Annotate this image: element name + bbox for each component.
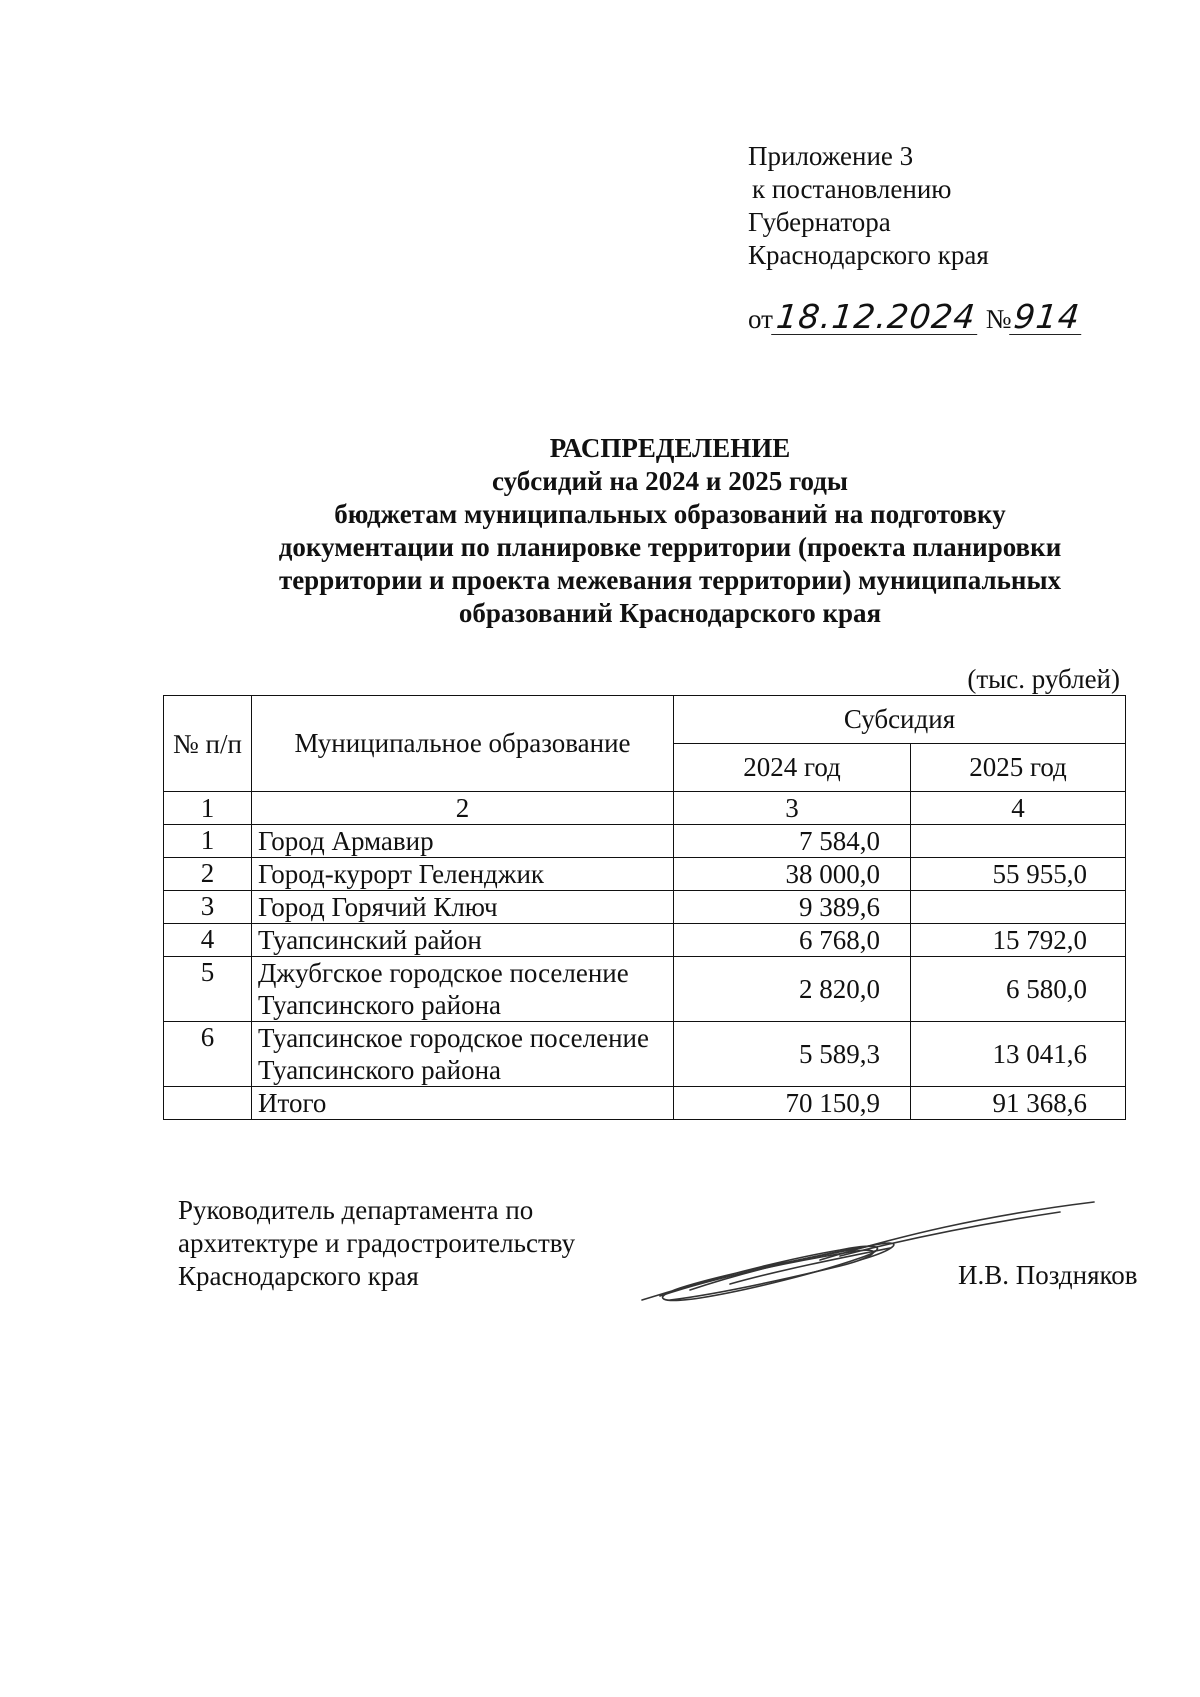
from-label: от <box>748 304 773 334</box>
position-line: архитектуре и градостроительству <box>178 1228 576 1258</box>
table-row <box>164 825 1126 858</box>
total-2024: 70 150,9 <box>674 1087 911 1120</box>
table-row <box>164 924 1126 957</box>
signature-position <box>178 1194 575 1293</box>
row-2024: 2 820,0 <box>674 957 911 1022</box>
row-name <box>252 957 674 1022</box>
row-num: 4 <box>164 924 252 957</box>
annex-line: Губернатора <box>748 207 891 237</box>
annex-line: к постановлению <box>752 174 952 204</box>
handwritten-signature <box>640 1172 1100 1312</box>
title-line: субсидий на 2024 и 2025 годы <box>492 466 848 496</box>
header-2025: 2025 год <box>911 744 1126 792</box>
annex-line: Краснодарского края <box>748 240 989 270</box>
header-2024: 2024 год <box>674 744 911 792</box>
total-label: Итого <box>252 1087 674 1120</box>
annex-line: Приложение 3 <box>748 141 914 171</box>
title-line: бюджетам муниципальных образований на подготовку <box>334 499 1006 529</box>
subsidy-table <box>163 695 1126 1120</box>
row-2025: 13 041,6 <box>911 1022 1126 1087</box>
title-line: территории и проекта межевания территории) муниципальных <box>278 565 1062 595</box>
row-2024: 5 589,3 <box>674 1022 911 1087</box>
table-row <box>164 957 1126 1022</box>
row-2025: 55 955,0 <box>911 858 1126 891</box>
row-2024: 6 768,0 <box>674 924 911 957</box>
annex-header <box>748 140 989 272</box>
index-cell: 4 <box>911 792 1126 825</box>
position-line: Руководитель департамента по <box>178 1195 534 1225</box>
header-subsidy: Субсидия <box>674 696 1126 744</box>
position-line: Краснодарского края <box>178 1261 419 1291</box>
row-2024: 9 389,6 <box>674 891 911 924</box>
title-line: образований Краснодарского края <box>458 598 882 628</box>
table-row <box>164 891 1126 924</box>
row-2025: 6 580,0 <box>911 957 1126 1022</box>
row-num: 5 <box>164 957 252 1022</box>
row-name-line: Туапсинского района <box>258 990 501 1020</box>
decree-date-number <box>748 297 1083 336</box>
index-cell: 1 <box>164 792 252 825</box>
row-name-line: Туапсинского района <box>258 1055 501 1085</box>
row-name: Город Армавир <box>252 825 674 858</box>
signer-name: И.В. Поздняков <box>958 1260 1138 1290</box>
total-2025: 91 368,6 <box>911 1087 1126 1120</box>
index-cell: 2 <box>252 792 674 825</box>
row-num: 3 <box>164 891 252 924</box>
unit-label: (тыс. рублей) <box>967 664 1120 694</box>
title-line: РАСПРЕДЕЛЕНИЕ <box>549 433 791 463</box>
table-row <box>164 858 1126 891</box>
row-num: 1 <box>164 825 252 858</box>
document-title <box>0 432 1200 630</box>
row-num <box>164 1087 252 1120</box>
column-index-row <box>164 792 1126 825</box>
row-2025 <box>911 891 1126 924</box>
table-header-row <box>164 696 1126 744</box>
row-2024: 38 000,0 <box>674 858 911 891</box>
row-num: 6 <box>164 1022 252 1087</box>
row-2024: 7 584,0 <box>674 825 911 858</box>
row-2025 <box>911 825 1126 858</box>
row-name: Город Горячий Ключ <box>252 891 674 924</box>
row-name <box>252 1022 674 1087</box>
header-num: № п/п <box>164 696 252 792</box>
row-num: 2 <box>164 858 252 891</box>
table-total-row <box>164 1087 1126 1120</box>
title-line: документации по планировке территории (проекта планировки <box>278 532 1062 562</box>
decree-date: 18.12.2024 <box>771 300 981 335</box>
row-name: Туапсинский район <box>252 924 674 957</box>
row-name-line: Туапсинское городское поселение <box>258 1023 649 1053</box>
decree-number: 914 <box>1010 300 1086 335</box>
row-name-line: Джубгское городское поселение <box>258 958 629 988</box>
row-name: Город-курорт Геленджик <box>252 858 674 891</box>
index-cell: 3 <box>674 792 911 825</box>
table-row <box>164 1022 1126 1087</box>
header-name: Муниципальное образование <box>252 696 674 792</box>
row-2025: 15 792,0 <box>911 924 1126 957</box>
number-label: № <box>985 304 1012 334</box>
